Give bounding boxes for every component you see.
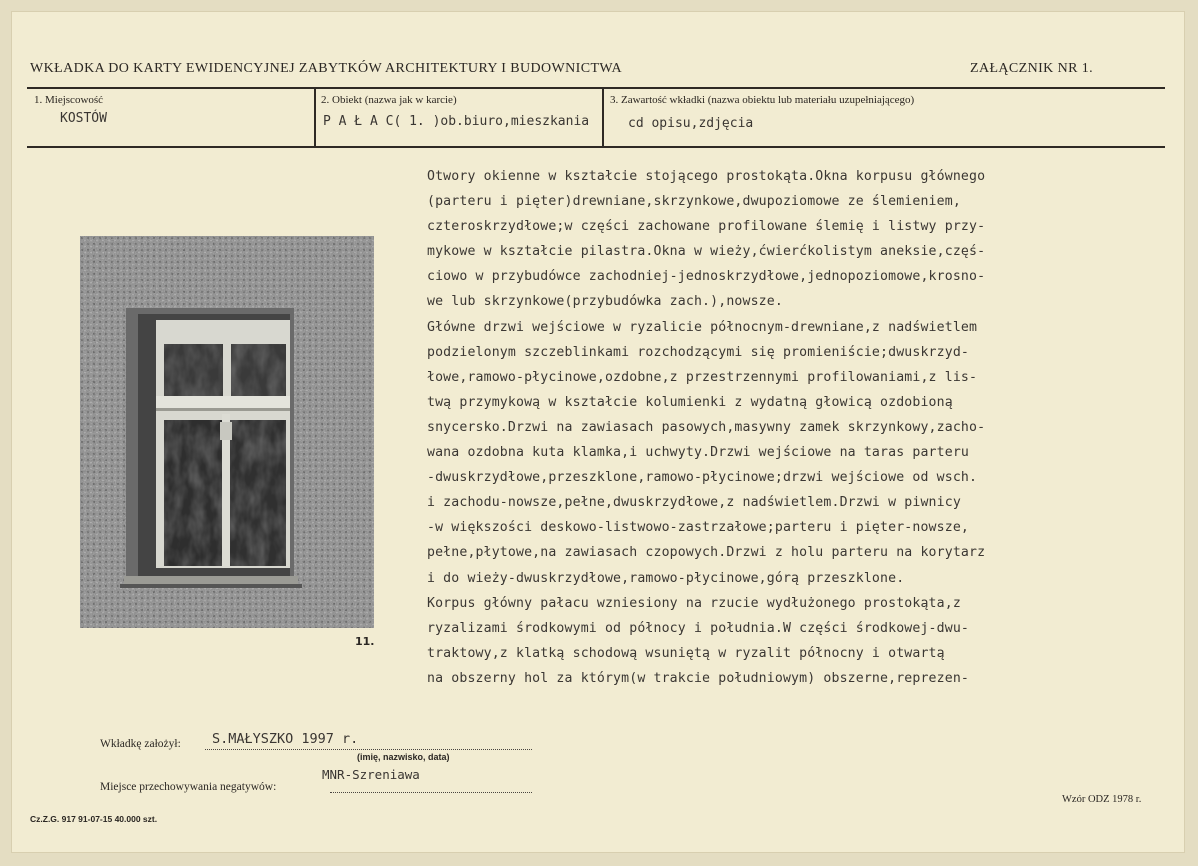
description-line: Otwory okienne w kształcie stojącego prostokąta.Okna korpusu głównego [427, 169, 986, 184]
description-line: i zachodu-nowsze,pełne,dwuskrzydłowe,z nadświetlem.Drzwi w piwnicy [427, 495, 961, 511]
description-line: i do wieży-dwuskrzydłowe,ramowo-płycinowe,górą przeszklone. [427, 570, 905, 586]
object-value: P A Ł A C( 1. )ob.biuro,mieszkania [323, 114, 590, 129]
author-line [205, 749, 532, 750]
attachment-number: ZAŁĄCZNIK NR 1. [970, 61, 1094, 76]
description-line: czteroskrzydłowe;w części zachowane profilowane ślemię i listwy przy- [427, 219, 986, 235]
contents-label: 3. Zawartość wkładki (nazwa obiektu lub materiału uzupełniającego) [610, 94, 915, 106]
author-value: S.MAŁYSZKO 1997 r. [212, 731, 359, 747]
window-photo-image [80, 236, 374, 628]
description-line: wana ozdobna kuta klamka,i uchwyty.Drzwi wejściowe na taras parteru [427, 445, 969, 461]
author-label: Wkładkę założył: [100, 738, 181, 750]
template-code: Wzór ODZ 1978 r. [1062, 794, 1142, 805]
object-label: 2. Obiekt (nazwa jak w karcie) [321, 94, 457, 106]
description-line: podzielonym szczeblinkami rozchodzącymi się promieniście;dwuskrzyd- [427, 344, 969, 360]
print-info: Cz.Z.G. 917 91-07-15 40.000 szt. [30, 814, 158, 824]
locality-label: 1. Miejscowość [34, 94, 104, 106]
storage-label: Miejsce przechowywania negatywów: [100, 781, 277, 793]
description-line: -w większości deskowo-listwowo-zastrzałowe;parteru i pięter-nowsze, [427, 520, 969, 536]
description-line: snycersko.Drzwi na zawiasach pasowych,masywny zamek skrzynkowy,zacho- [427, 419, 986, 435]
description-line: łowe,ramowo-płycinowe,ozdobne,z przestrzennymi profilowaniami,z lis- [427, 369, 978, 385]
description-line: traktowy,z klatką schodową wsuniętą w ryzalit północny i otwartą [427, 645, 945, 661]
locality-value: KOSTÓW [60, 111, 107, 126]
storage-line [330, 792, 532, 793]
header-rule [27, 87, 1165, 89]
description-text [427, 164, 1167, 691]
description-line: -dwuskrzydłowe,przeszklone,ramowo-płycinowe;drzwi wejściowe od wsch. [427, 470, 978, 486]
field-divider-2 [602, 89, 604, 147]
description-line: (parteru i pięter)drewniane,skrzynkowe,dwupoziomowe ze ślemieniem, [427, 194, 961, 210]
description-line: we lub skrzynkowe(przybudówka zach.),nowsze. [427, 294, 783, 310]
fields-bottom-rule [27, 146, 1165, 148]
field-divider-1 [314, 89, 316, 147]
window-photograph [80, 236, 374, 628]
description-line: twą przymykową w kształcie kolumienki z wydatną głowicą ozdobioną [427, 394, 953, 410]
storage-value: MNR-Szreniawa [322, 767, 420, 782]
description-line: Główne drzwi wejściowe w ryzalicie północnym-drewniane,z nadświetlem [427, 319, 978, 335]
description-line: mykowe w kształcie pilastra.Okna w wieży,ćwierćkolistym aneksie,częś- [427, 244, 986, 260]
description-line: ryzalizami środkowymi od północy i południa.W części środkowej-dwu- [427, 620, 969, 636]
description-line: pełne,płytowe,na zawiasach czopowych.Drzwi z holu parteru na korytarz [427, 545, 986, 561]
form-title: WKŁADKA DO KARTY EWIDENCYJNEJ ZABYTKÓW ARCHITEKTURY I BUDOWNICTWA [30, 61, 622, 76]
description-line: ciowo w przybudówce zachodniej-jednoskrzydłowe,jednopoziomowe,krosno- [427, 269, 986, 285]
description-line: na obszerny hol za którym(w trakcie południowym) obszerne,reprezen- [427, 670, 969, 686]
description-line: Korpus główny pałacu wzniesiony na rzucie wydłużonego prostokąta,z [427, 595, 961, 611]
contents-value: cd opisu,zdjęcia [628, 116, 754, 131]
author-caption: (imię, nazwisko, data) [357, 752, 450, 762]
photo-number: 11. [355, 635, 375, 648]
